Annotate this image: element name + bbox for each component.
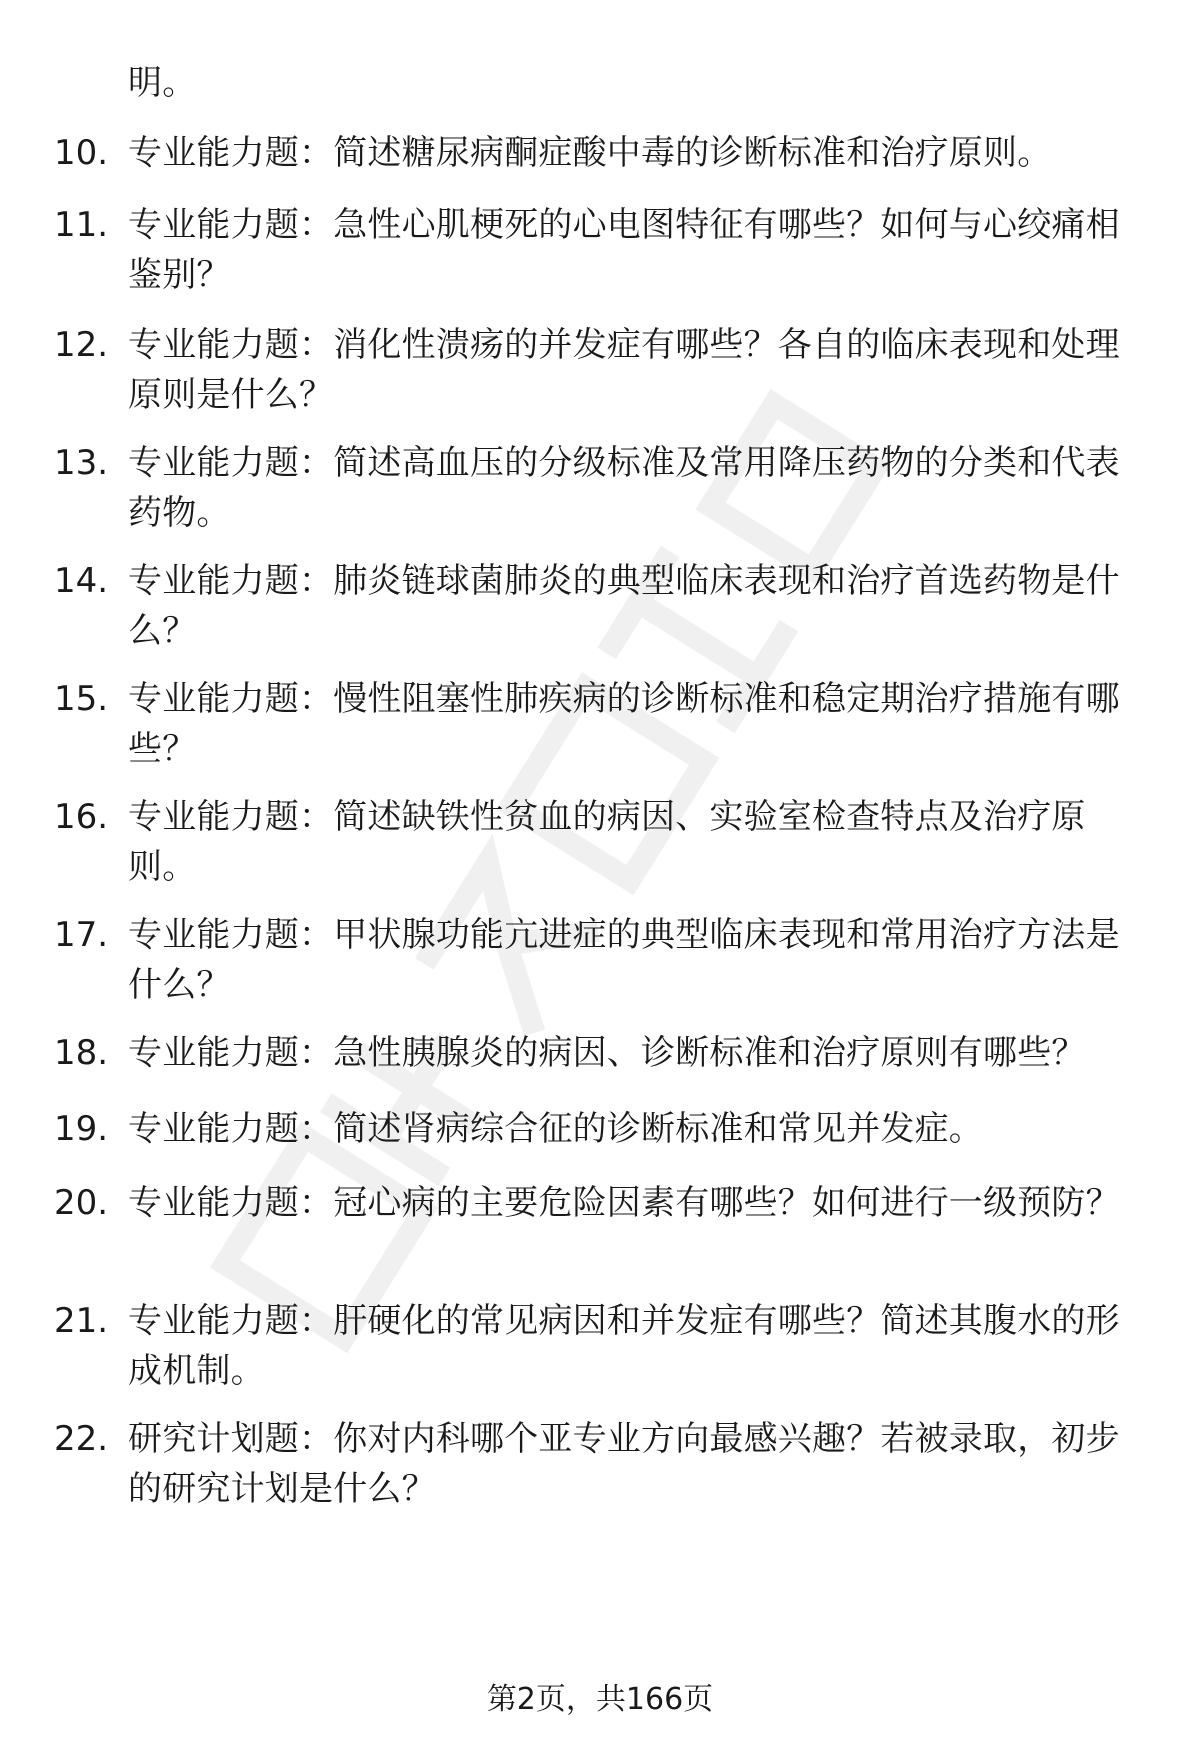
item-number: 12. — [54, 325, 109, 365]
item-number: 15. — [54, 679, 109, 719]
item-text: 研究计划题：你对内科哪个亚专业方向最感兴趣？若被录取，初步的研究计划是什么？ — [128, 1419, 1120, 1509]
item-number: 22. — [54, 1419, 109, 1459]
item-number: 10. — [54, 133, 109, 173]
item-number: 18. — [54, 1033, 109, 1073]
item-number: 16. — [54, 797, 109, 837]
item-text: 专业能力题：简述糖尿病酮症酸中毒的诊断标准和治疗原则。 — [128, 133, 1052, 173]
item-text: 专业能力题：肝硬化的常见病因和并发症有哪些？简述其腹水的形成机制。 — [128, 1301, 1120, 1391]
item-text: 专业能力题：甲状腺功能亢进症的典型临床表现和常用治疗方法是什么？ — [128, 915, 1120, 1005]
item-text: 专业能力题：急性胰腺炎的病因、诊断标准和治疗原则有哪些？ — [128, 1033, 1086, 1073]
document-page: 明。 10. 专业能力题：简述糖尿病酮症酸中毒的诊断标准和治疗原则。 11. 专业能力题：急性心肌梗死的心电图特征有哪些？如何与心绞痛相鉴别？ 12. 专业能力题：消化性溃疡的并发症有哪些？各自的临床表现和处理原则是什么？ 13. 专业能力题：简述高血压的分级标准及常用降压药物的分类和代表药物。 14. 专业能力题：肺炎链球菌肺炎的典型临床表现和治疗首选药物是什么？ 15. 专业能力题：慢性阻塞性肺疾病的诊断标准和稳定期治疗措施有哪些？ 16. 专业能力题：简述缺铁性贫血的病因、实验室检查特点及治疗原则。 17. 专业能力题：甲状腺功能亢进症的典型临床表现和常用治疗方法是什么？ 18. 专业能力题：急性胰腺炎的病因、诊断标准和治疗原则有哪些？ 19. 专业能力题：简述肾病综合征的诊断标准和常见并发症。 20. 专业能力题：冠心病的主要危险因素有哪些？如何进行一级预防？ 21. 专业能力题：肝硬化的常见病因和并发症有哪些？简述其腹水的形成机制。 22. 研究计划题：你对内科哪个亚专业方向最感兴趣？若被录取，初步的研究计划是什么？ 第2页，共166页 — [0, 0, 1200, 1755]
item-number: 19. — [54, 1109, 109, 1149]
item-number: 21. — [54, 1301, 109, 1341]
item-text: 专业能力题：简述高血压的分级标准及常用降压药物的分类和代表药物。 — [128, 443, 1120, 533]
item-number: 14. — [54, 561, 109, 601]
page-footer: 第2页，共166页 — [486, 1682, 714, 1717]
item-text: 专业能力题：消化性溃疡的并发症有哪些？各自的临床表现和处理原则是什么？ — [128, 325, 1120, 415]
item-text: 专业能力题：简述缺铁性贫血的病因、实验室检查特点及治疗原则。 — [128, 797, 1086, 887]
item-number: 13. — [54, 443, 109, 483]
item-text: 专业能力题：冠心病的主要危险因素有哪些？如何进行一级预防？ — [128, 1183, 1120, 1223]
item-text: 专业能力题：肺炎链球菌肺炎的典型临床表现和治疗首选药物是什么？ — [128, 561, 1120, 651]
item-number: 11. — [54, 205, 109, 245]
item-text: 专业能力题：简述肾病综合征的诊断标准和常见并发症。 — [128, 1109, 983, 1149]
item-text: 专业能力题：急性心肌梗死的心电图特征有哪些？如何与心绞痛相鉴别？ — [128, 205, 1120, 295]
item-number: 17. — [54, 915, 109, 955]
item-number: 20. — [54, 1183, 109, 1223]
item-text: 专业能力题：慢性阻塞性肺疾病的诊断标准和稳定期治疗措施有哪些？ — [128, 679, 1120, 769]
